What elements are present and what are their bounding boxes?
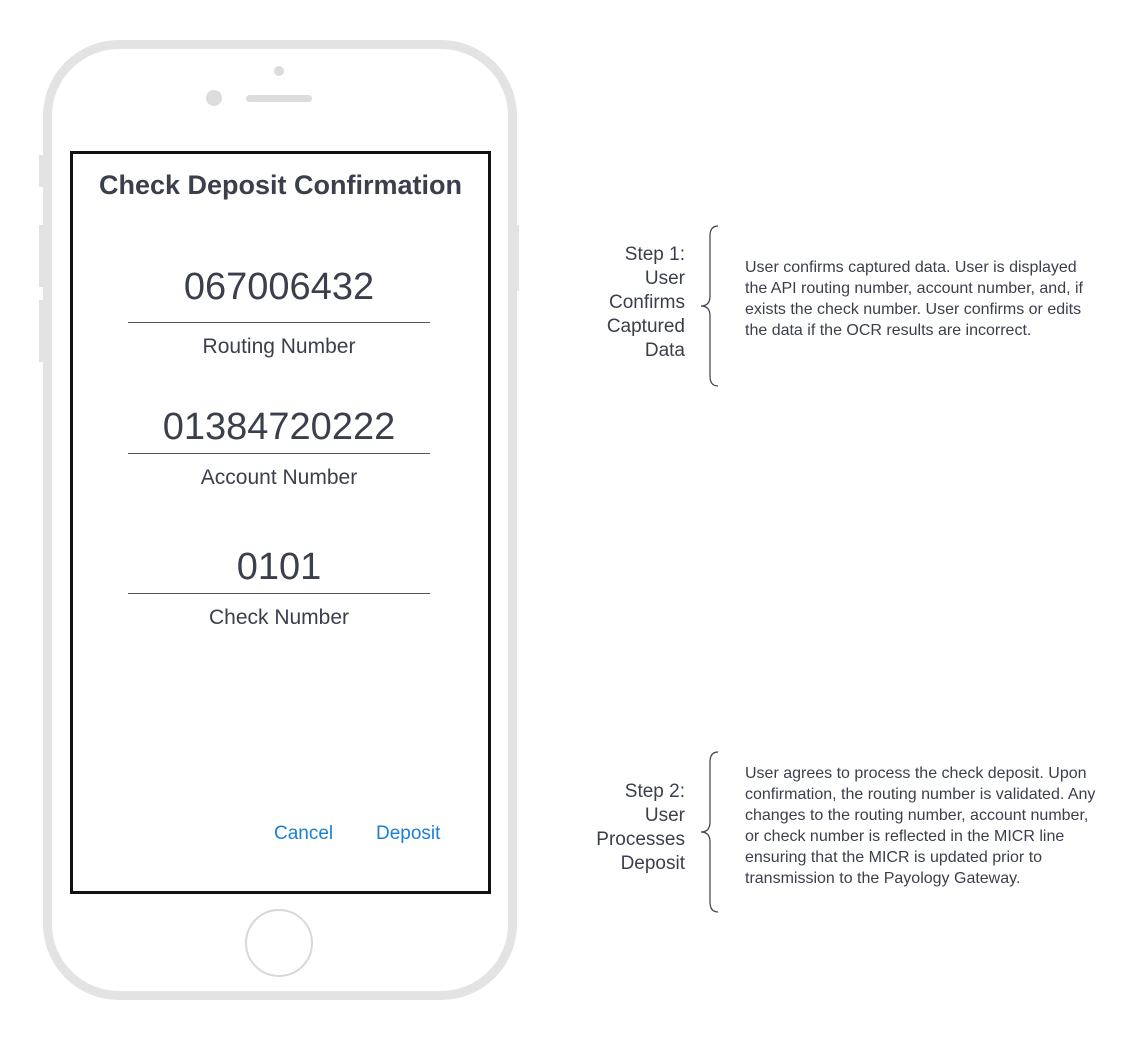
step-2-label <box>575 780 685 876</box>
earpiece-speaker <box>246 95 312 102</box>
step-1-line: Confirms <box>608 292 685 313</box>
page-title: Check Deposit Confirmation <box>98 170 463 200</box>
routing-number-field[interactable]: 067006432 <box>183 266 375 308</box>
phone-side-button-volume-up <box>39 225 43 287</box>
check-number-field[interactable]: 0101 <box>236 546 322 588</box>
check-number-label: Check Number <box>208 606 350 629</box>
sensor-icon <box>274 66 284 76</box>
step-1-line: User <box>644 268 685 289</box>
account-number-field[interactable]: 01384720222 <box>162 406 396 448</box>
step-2-description: User agrees to process the check deposit. Upon confirmation, the routing number is validated. Any changes to the routing number, account number, or check number is reflected in the MICR line ensuring that the MICR is updated prior to transmission to the Payology Gateway. <box>745 765 1096 887</box>
front-camera-icon <box>206 90 222 106</box>
step-1-label <box>575 243 685 363</box>
step-1-line: Data <box>644 340 685 361</box>
step-2-line: Step 2: <box>624 781 685 802</box>
step-2-line: Deposit <box>620 853 685 874</box>
phone-side-button-power <box>515 225 519 291</box>
routing-number-underline <box>128 322 430 323</box>
home-button[interactable] <box>245 909 313 977</box>
step-1-description: User confirms captured data. User is displayed the API routing number, account number, and, if exists the check number. User confirms or edits the data if the OCR results are incorrect. <box>745 259 1083 339</box>
cancel-button[interactable]: Cancel <box>274 823 334 844</box>
deposit-button[interactable]: Deposit <box>376 823 441 844</box>
step-1-line: Captured <box>606 316 685 337</box>
phone-side-button-mute <box>39 155 43 187</box>
account-number-underline <box>128 453 430 454</box>
account-number-label: Account Number <box>200 466 358 489</box>
phone-side-button-volume-down <box>39 300 43 362</box>
app-screen <box>70 151 491 894</box>
step-2-line: Processes <box>596 829 685 850</box>
step-1-line: Step 1: <box>624 244 685 265</box>
routing-number-label: Routing Number <box>202 335 356 358</box>
step-2-brace <box>696 750 726 914</box>
step-1-brace <box>696 224 726 388</box>
step-2-line: User <box>644 805 685 826</box>
check-number-underline <box>128 593 430 594</box>
